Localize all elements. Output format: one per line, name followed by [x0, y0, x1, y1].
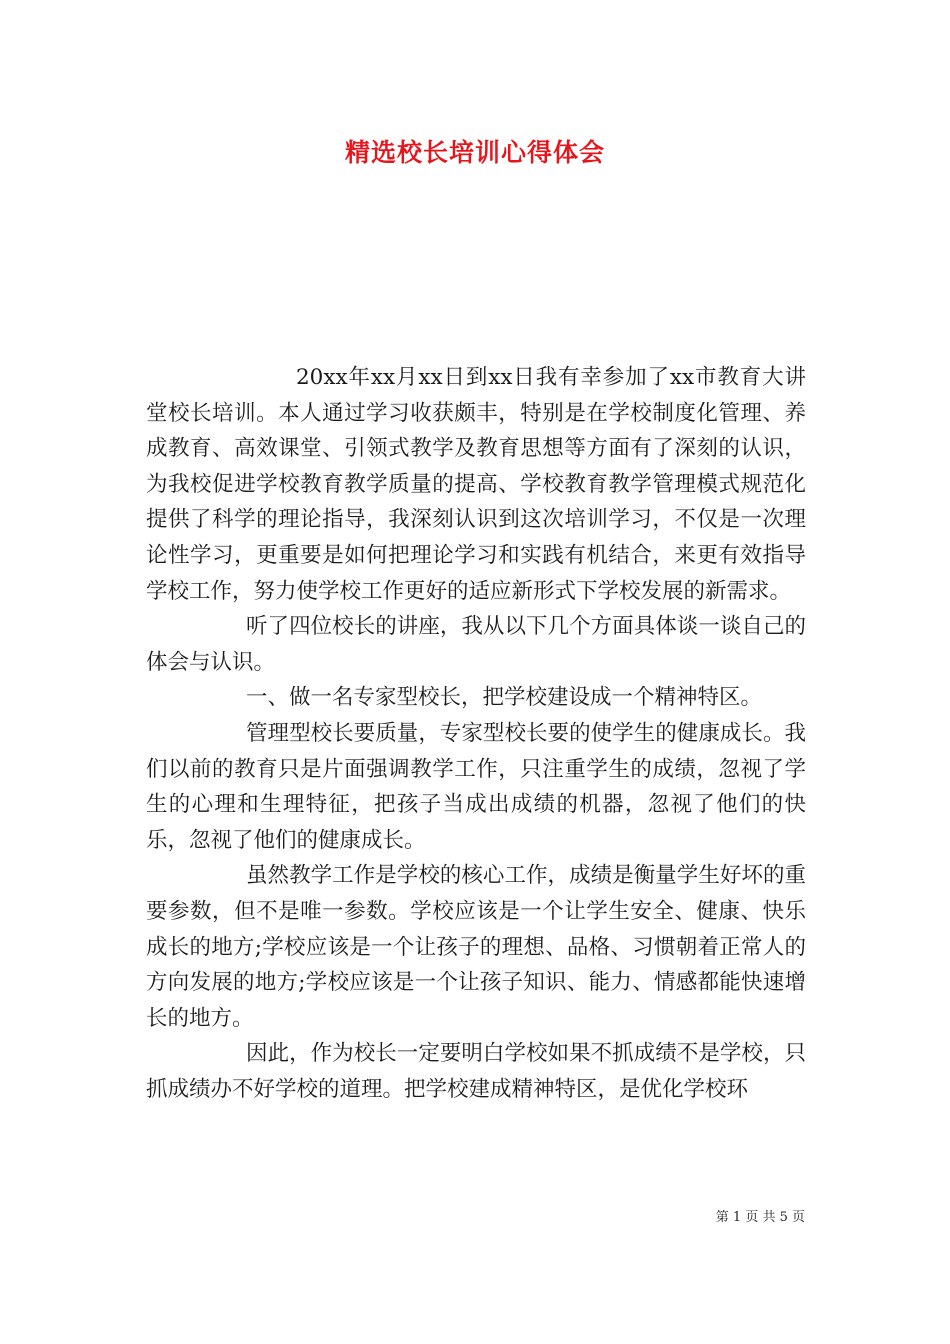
paragraph-4: 虽然教学工作是学校的核心工作，成绩是衡量学生好坏的重要参数，但不是唯一参数。学校应该是一个让学生安全、健康、快乐成长的地方;学校应该是一个让孩子的理想、品格、习惯朝着正常人的方向发展的地方;学校应该是一个让孩子知识、能力、情感都能快速增长的地方。	[146, 863, 806, 1031]
paragraph-5: 因此，作为校长一定要明白学校如果不抓成绩不是学校，只抓成绩办不好学校的道理。把学校建成精神特区，是优化学校环	[146, 1041, 806, 1102]
section-heading-1: 一、做一名专家型校长，把学校建设成一个精神特区。	[246, 685, 763, 711]
paragraph-3: 管理型校长要质量，专家型校长要的使学生的健康成长。我们以前的教育只是片面强调教学工作，只注重学生的成绩，忽视了学生的心理和生理特征，把孩子当成出成绩的机器，忽视了他们的快乐，忽视了他们的健康成长。	[146, 720, 806, 853]
document-body	[146, 360, 806, 1107]
paragraph-2: 听了四位校长的讲座，我从以下几个方面具体谈一谈自己的体会与认识。	[146, 614, 806, 675]
paragraph-1: 20xx年xx月xx日到xx日我有幸参加了xx市教育大讲堂校长培训。本人通过学习收获颇丰，特别是在学校制度化管理、养成教育、高效课堂、引领式教学及教育思想等方面有了深刻的认识，为我校促进学校教育教学质量的提高、学校教育教学管理模式规范化提供了科学的理论指导，我深刻认识到这次培训学习，不仅是一次理论性学习，更重要是如何把理论学习和实践有机结合，来更有效指导学校工作，努力使学校工作更好的适应新形式下学校发展的新需求。	[146, 365, 806, 604]
page-footer: 第 1 页 共 5 页	[715, 1210, 805, 1225]
document-title: 精选校长培训心得体会	[344, 138, 605, 167]
